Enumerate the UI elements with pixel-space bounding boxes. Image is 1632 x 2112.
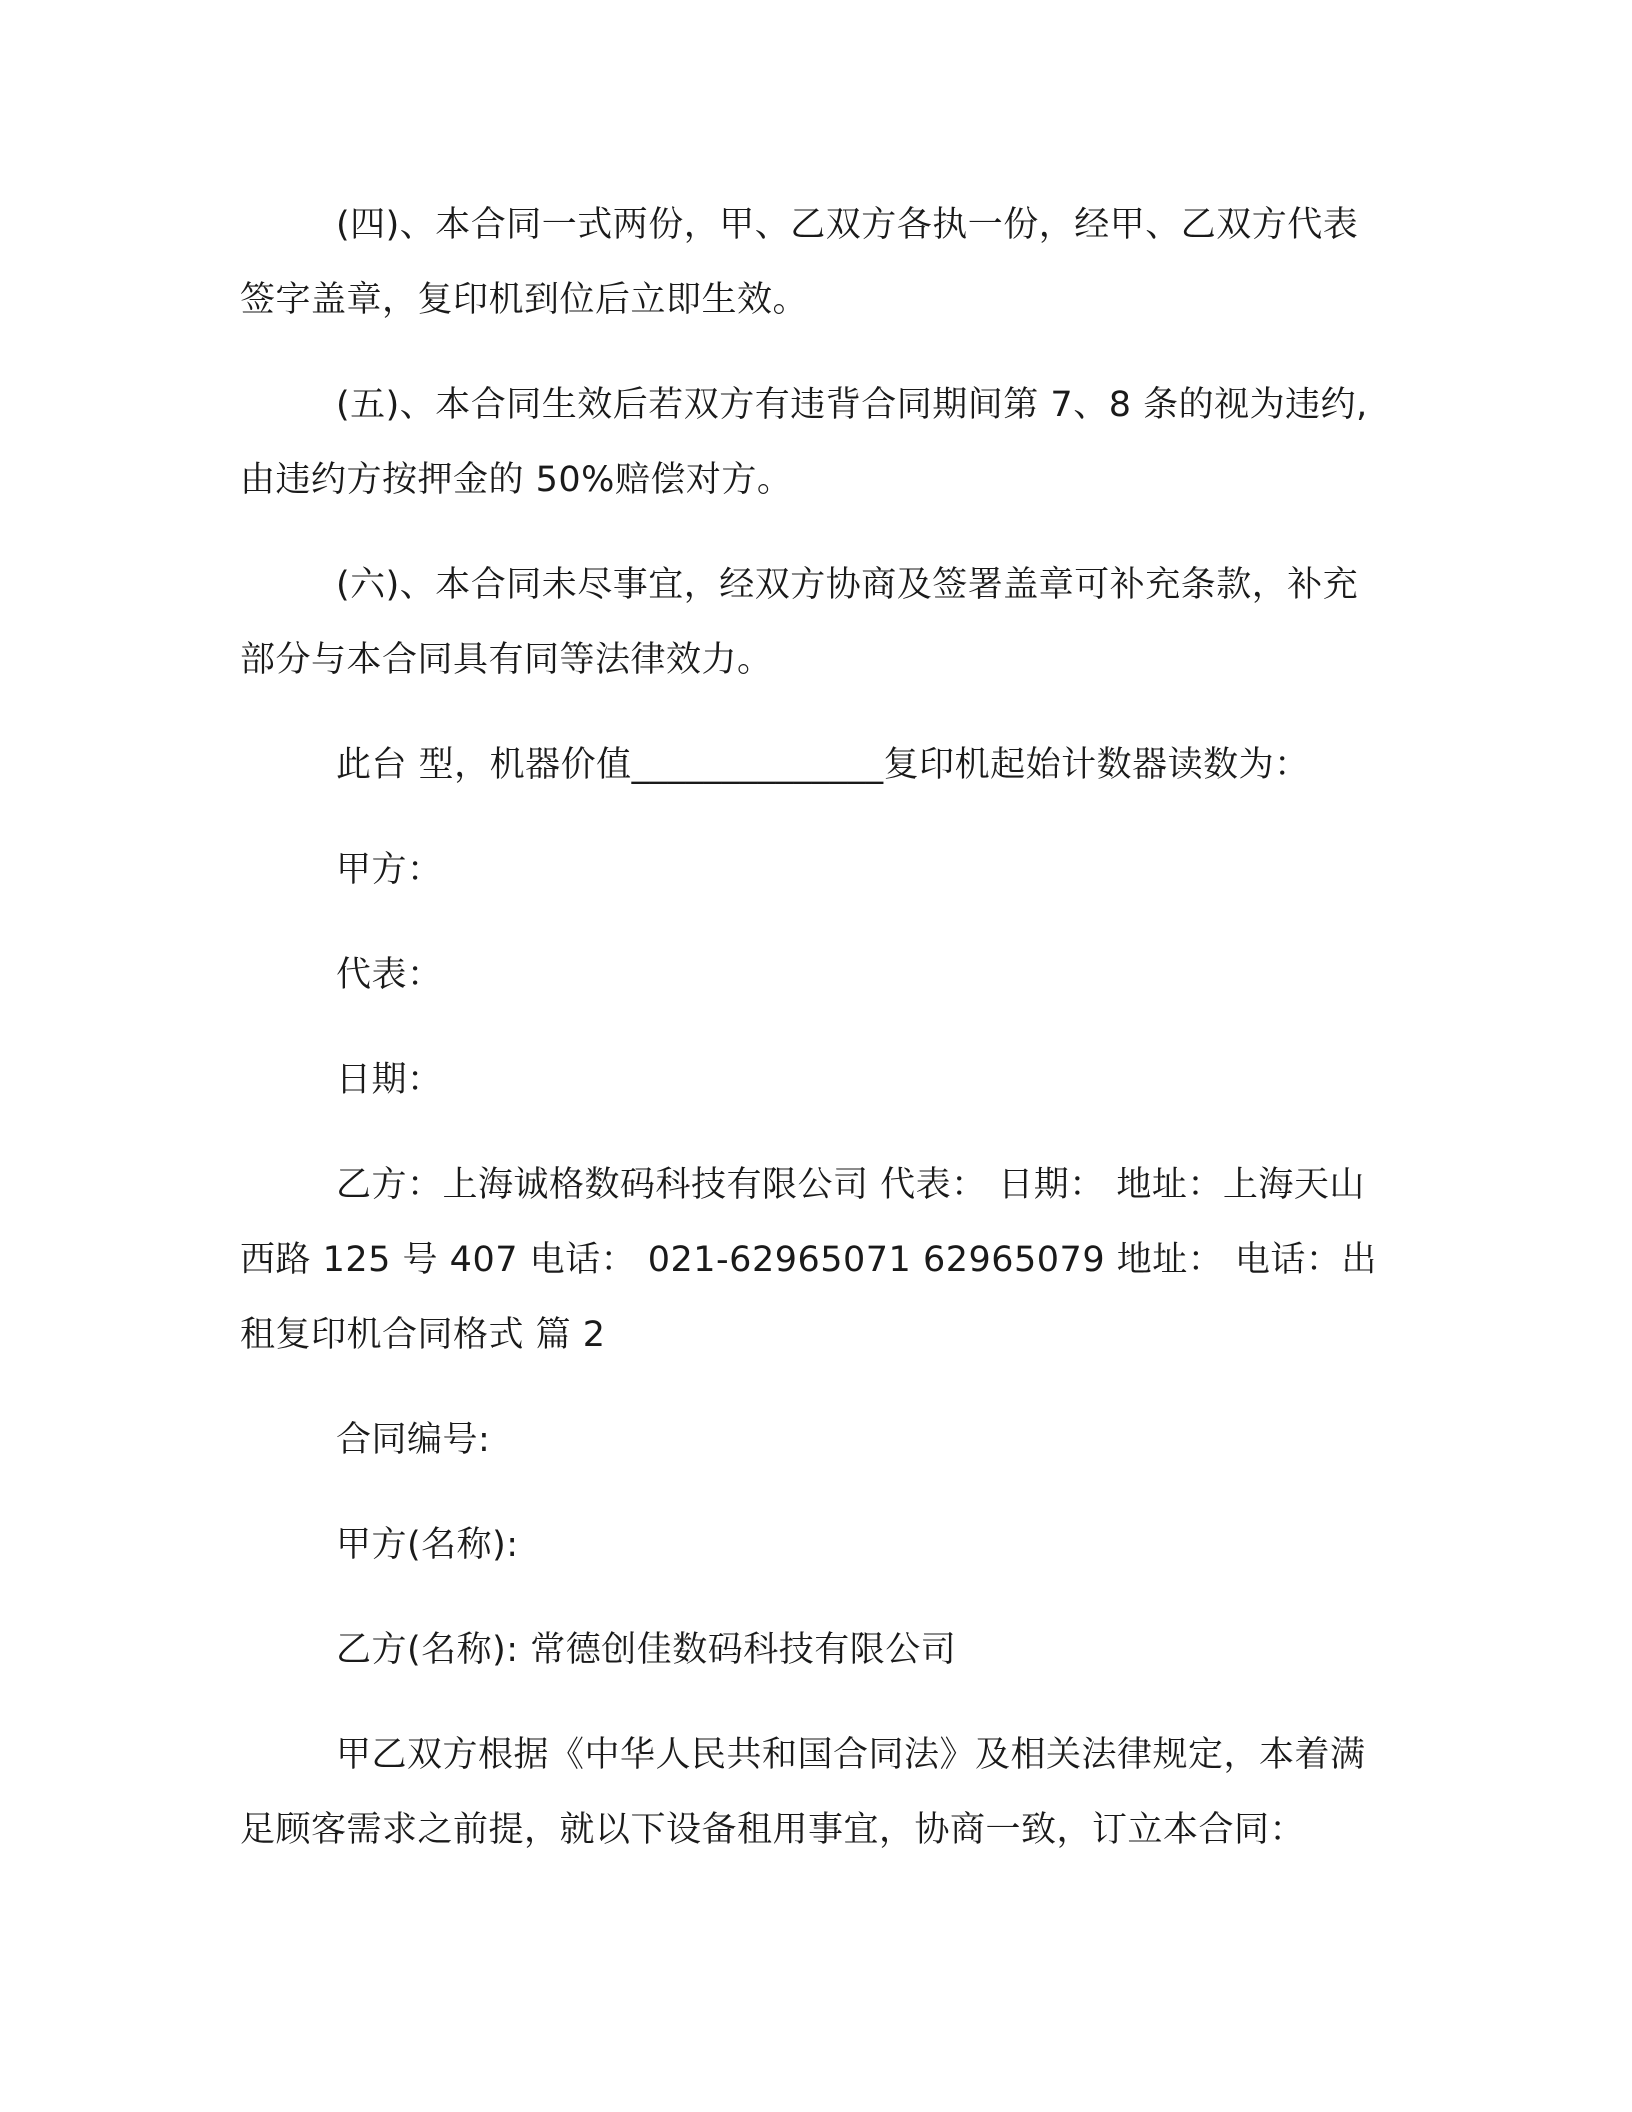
clause-six: (六)、本合同未尽事宜，经双方协商及签署盖章可补充条款，补充部分与本合同具有同等法律效力。: [240, 565, 1359, 680]
machine-value-line: 此台 型，机器价值______________复印机起始计数器读数为：: [336, 745, 1310, 785]
party-b-details: 乙方：上海诚格数码科技有限公司 代表： 日期： 地址：上海天山西路 125 号 407 电话： 021-62965071 62965079 地址： 电话：出租复印机合同格式 篇 2: [240, 1165, 1377, 1355]
document-body: [240, 188, 1380, 1898]
clause-four: (四)、本合同一式两份，甲、乙双方各执一份，经甲、乙双方代表签字盖章，复印机到位后立即生效。: [240, 205, 1359, 320]
party-a-name-label: 甲方(名称):: [336, 1525, 519, 1565]
party-a-label: 甲方：: [336, 850, 443, 890]
date-label: 日期：: [336, 1060, 443, 1100]
preamble-paragraph: 甲乙双方根据《中华人民共和国合同法》及相关法律规定，本着满足顾客需求之前提，就以下设备租用事宜，协商一致，订立本合同：: [240, 1735, 1366, 1850]
contract-number-label: 合同编号:: [336, 1420, 491, 1460]
representative-label: 代表：: [336, 955, 443, 995]
party-b-name-line: 乙方(名称): 常德创佳数码科技有限公司: [336, 1630, 957, 1670]
clause-five: (五)、本合同生效后若双方有违背合同期间第 7、8 条的视为违约,由违约方按押金的 50%赔偿对方。: [240, 385, 1368, 500]
